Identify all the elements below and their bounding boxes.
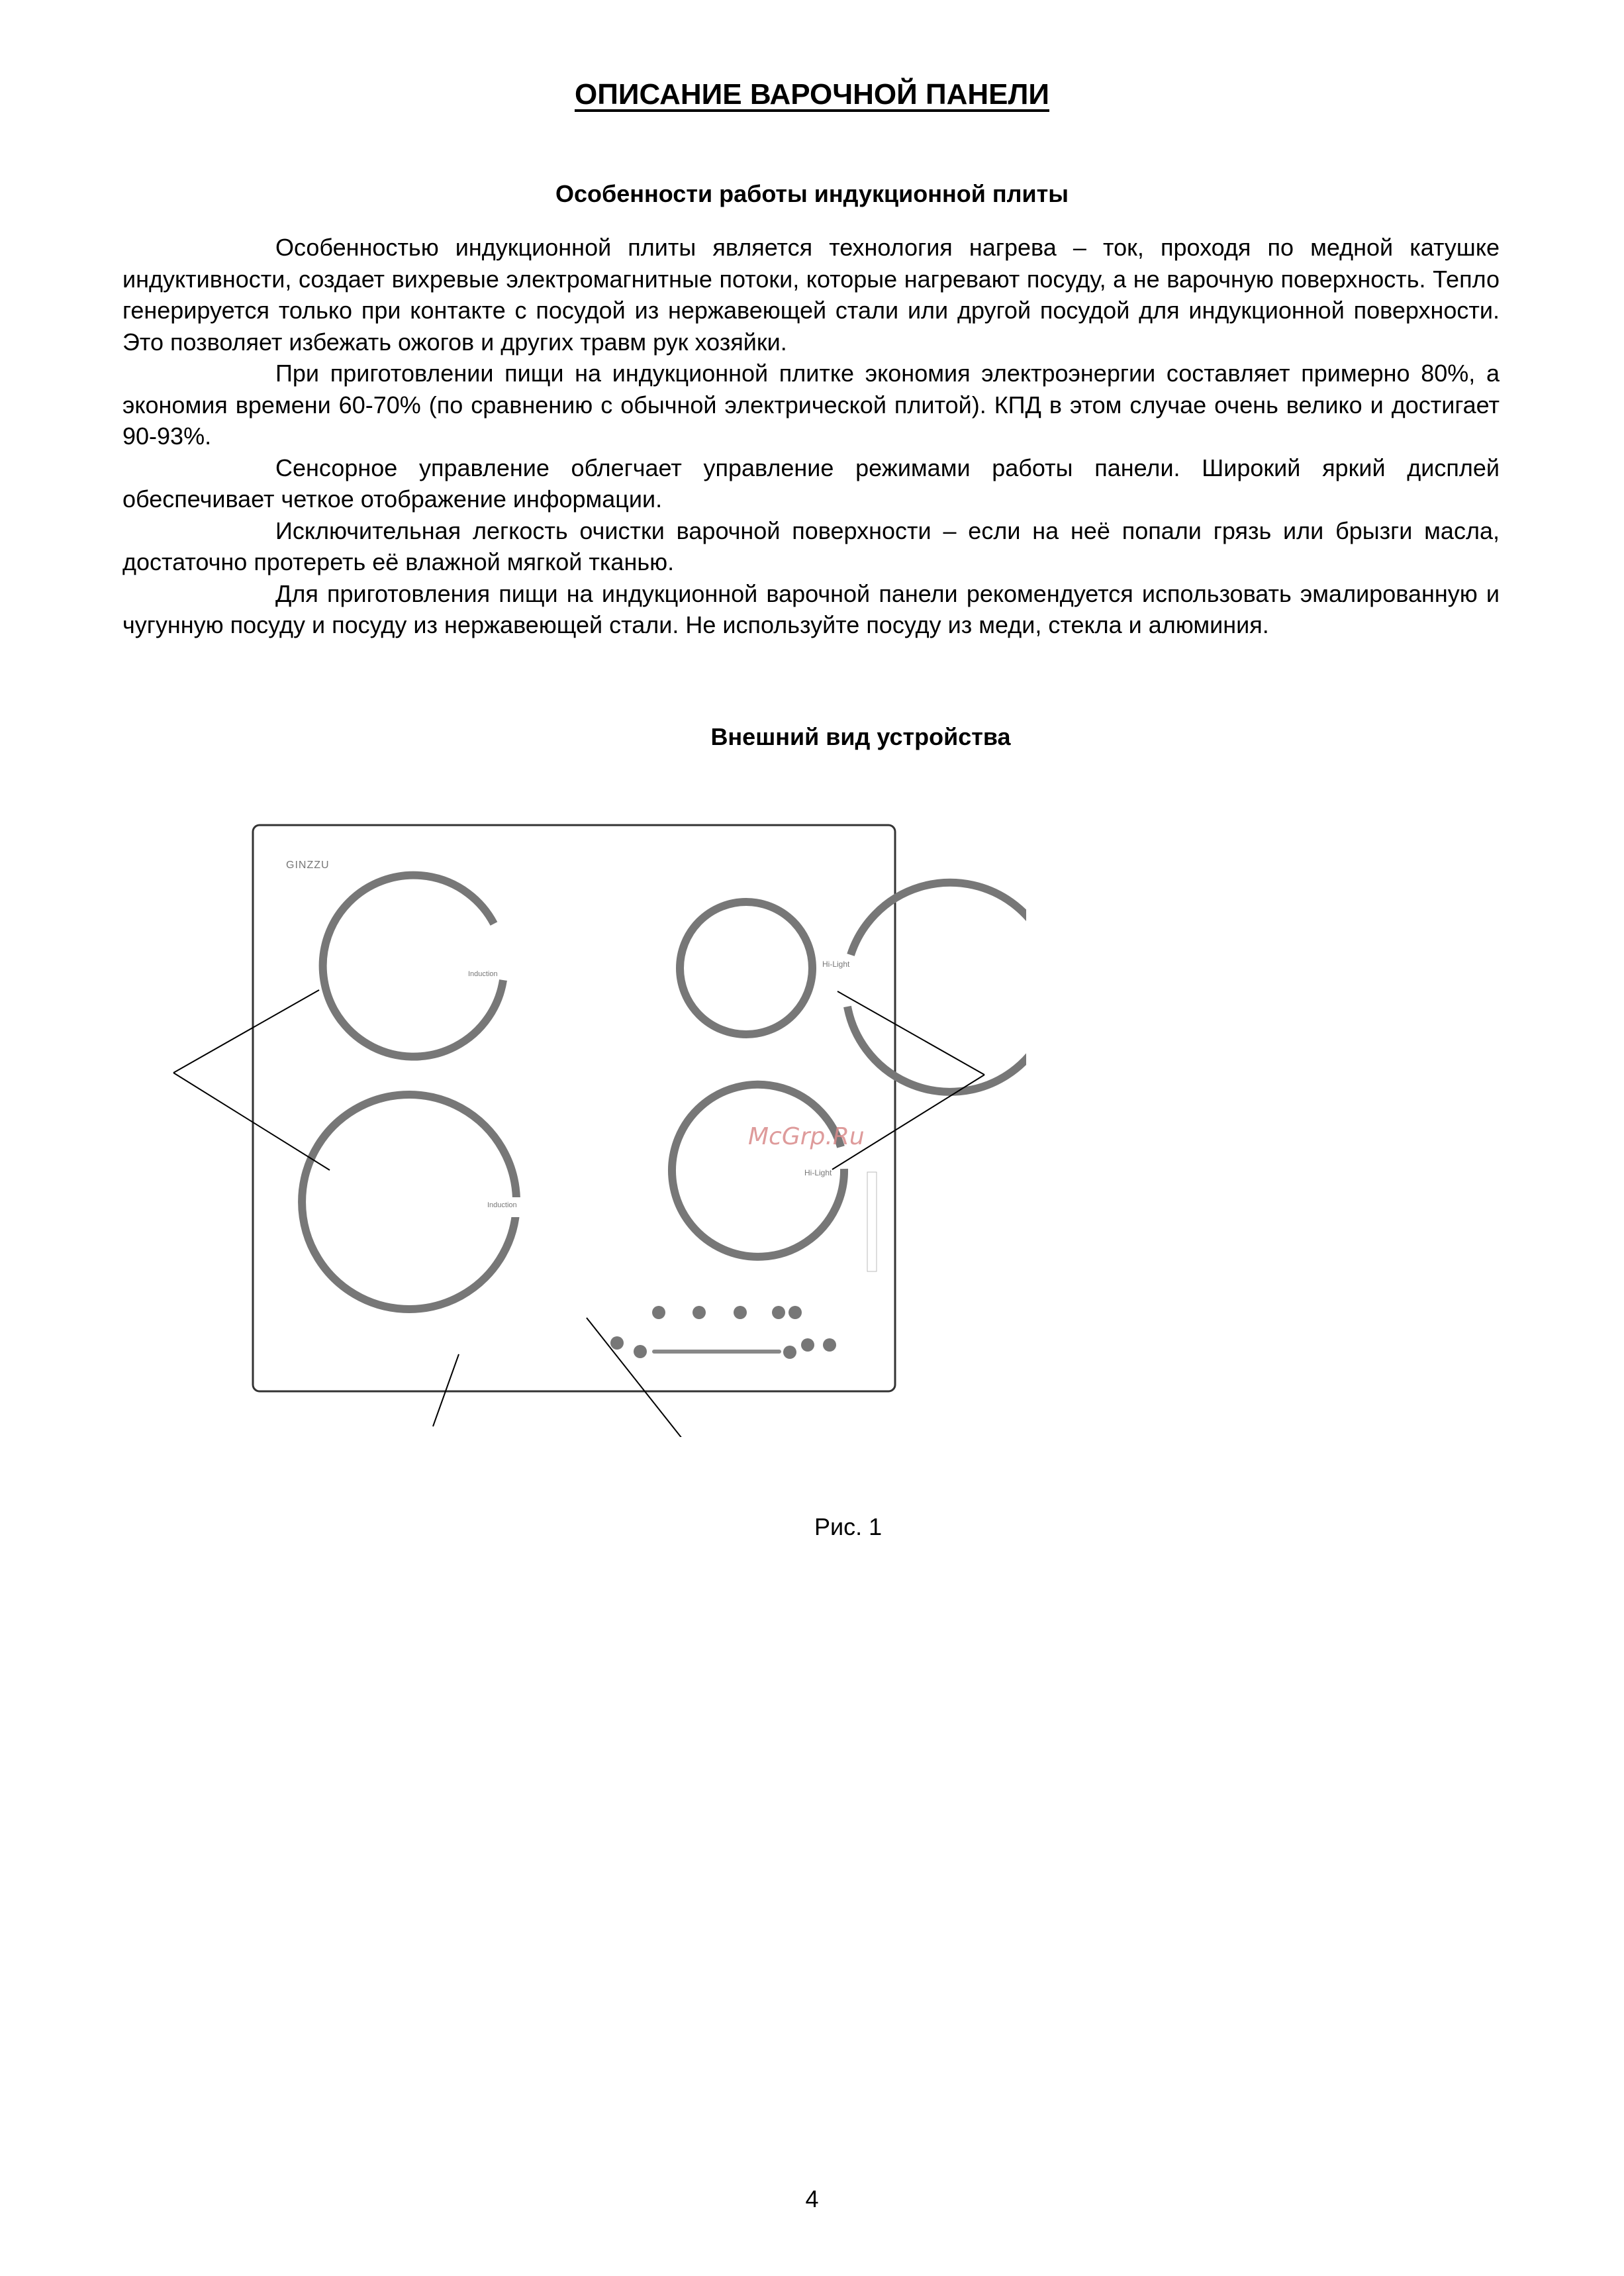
control-button — [734, 1306, 747, 1319]
brand-logo: GINZZU — [286, 860, 330, 871]
zone-bottom-right-label: Hi-Light — [804, 1168, 832, 1177]
hob-diagram — [166, 801, 1026, 1437]
control-panel — [610, 1306, 836, 1359]
section-title-appearance: Внешний вид устройства — [710, 723, 1011, 750]
paragraph-cleaning: Исключительная легкость очистки варочной поверхности – если на неё попали грязь или брызги масла, достаточно протереть её влажной мягкой тканью. — [122, 517, 1500, 575]
control-button — [634, 1345, 647, 1358]
zone-bottom-left-label: Induction — [487, 1201, 517, 1209]
control-button — [652, 1306, 665, 1319]
control-button — [788, 1306, 802, 1319]
paragraph-touch-control: Сенсорное управление облегчает управление режимами работы панели. Широкий яркий дисплей обеспечивает четкое отображение информации. — [122, 454, 1500, 513]
zone-top-left-ring — [323, 875, 503, 1057]
watermark: McGrp.Ru — [748, 1123, 865, 1150]
control-button — [801, 1338, 814, 1352]
body-text — [122, 232, 1500, 641]
section-title-induction-features: Особенности работы индукционной плиты — [555, 180, 1069, 207]
zone-top-right-outer-ring — [847, 883, 1026, 1092]
zone-bottom-left-ring — [302, 1095, 516, 1309]
control-button — [610, 1336, 624, 1350]
zone-top-left-label: Induction — [468, 970, 498, 978]
power-slider — [652, 1350, 781, 1354]
paragraph-energy-savings: При приготовлении пищи на индукционной плитке экономия электроэнергии составляет примерно 80%, а экономия времени 60-70% (по сравнению с обычной электрической плитой). КПД в этом случае очень велико и достигает 90-93%. — [122, 360, 1500, 450]
hob-diagram-svg — [166, 801, 1026, 1437]
certification-marks — [867, 1172, 877, 1271]
page-number: 4 — [805, 2185, 819, 2212]
paragraph-cookware: Для приготовления пищи на индукционной варочной панели рекомендуется использовать эмалированную и чугунную посуду и посуду из нержавеющей стали. Не используйте посуду из меди, стекла и алюминия. — [122, 579, 1500, 638]
page-title: ОПИСАНИЕ ВАРОЧНОЙ ПАНЕЛИ — [574, 78, 1050, 111]
control-button — [783, 1346, 796, 1359]
zone-top-right-inner-ring — [680, 902, 812, 1034]
control-button — [693, 1306, 706, 1319]
power-button — [823, 1338, 836, 1352]
control-button — [772, 1306, 785, 1319]
paragraph-heating-technology: Особенностью индукционной плиты является технология нагрева – ток, проходя по медной катушке индуктивности, создает вихревые электромагнитные потоки, которые нагревают посуду, а не варочную поверхность. Тепло генерируется только при контакте с посудой из нержавеющей стали или другой посудой для индукционной поверхности. Это позволяет избежать ожогов и других травм рук хозяйки. — [122, 234, 1500, 356]
hob-panel-outline — [253, 825, 895, 1391]
leader-lines — [173, 990, 984, 1437]
zone-top-right-label: Hi-Light — [822, 960, 850, 969]
figure-caption: Рис. 1 — [814, 1513, 883, 1540]
